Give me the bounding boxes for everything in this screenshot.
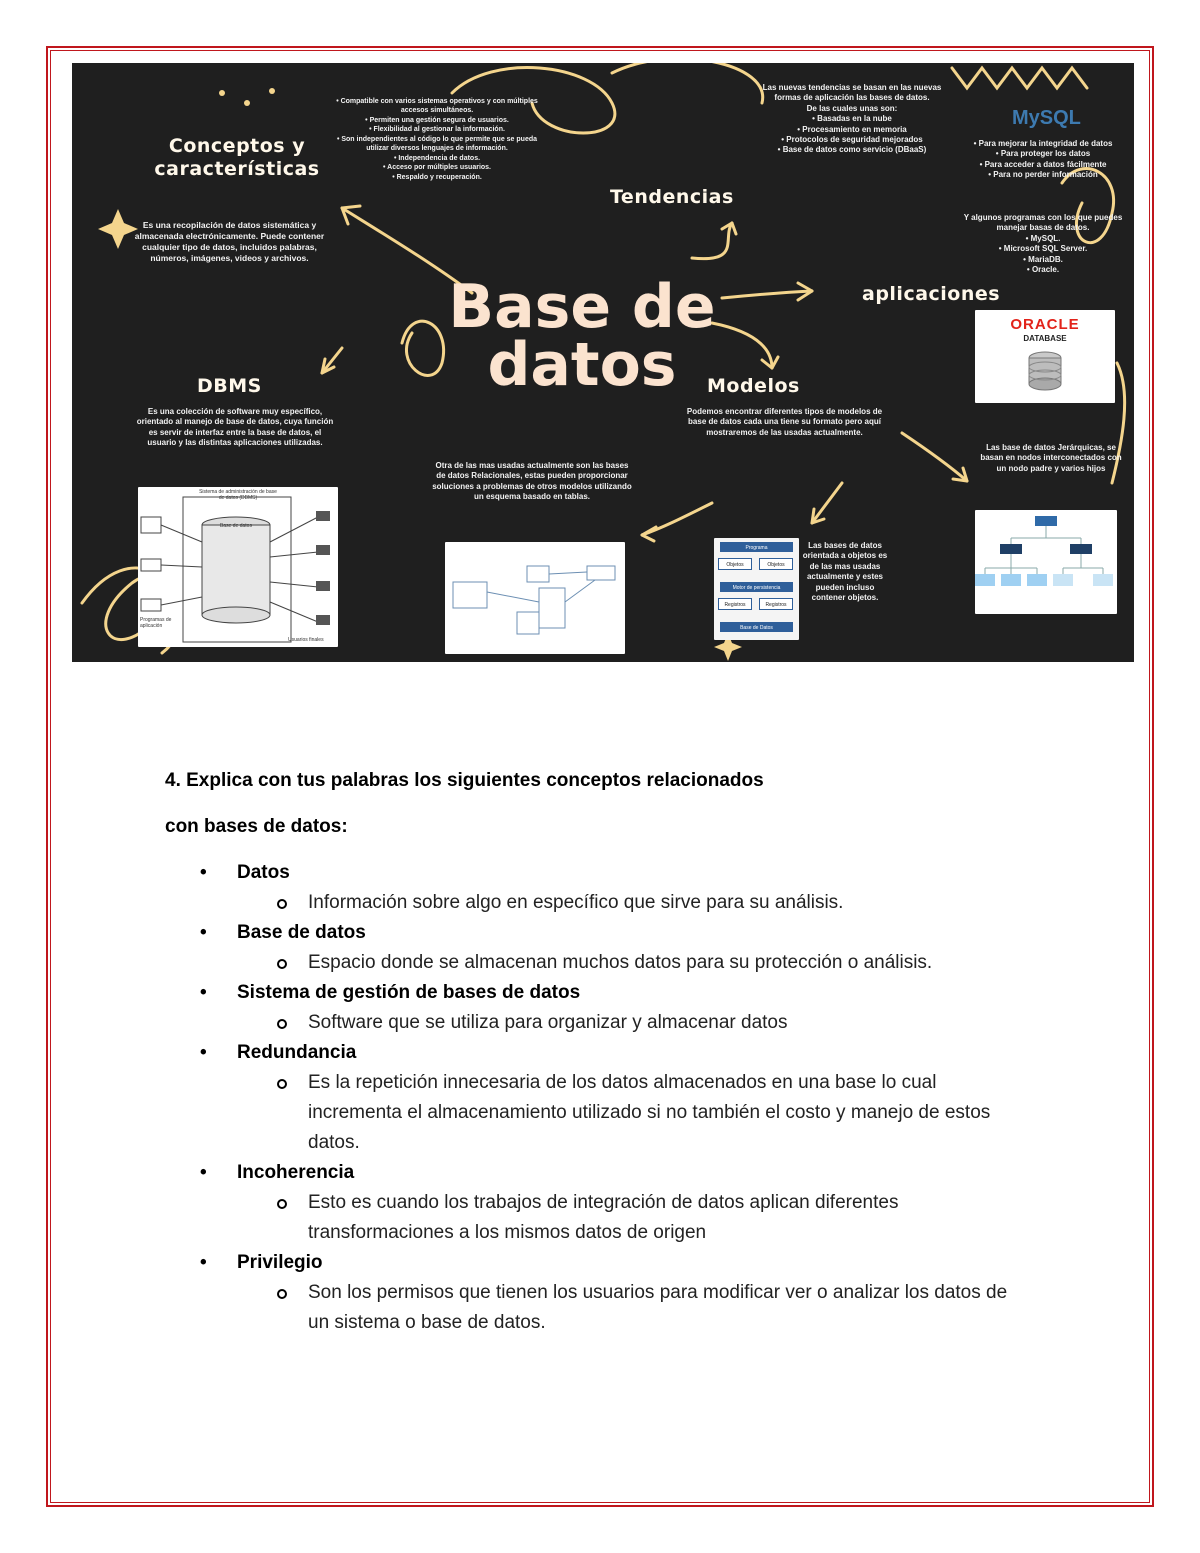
term-label: Datos <box>237 862 290 883</box>
circle-bullet-icon <box>277 959 287 969</box>
term-definition <box>200 948 1028 978</box>
term-definition <box>200 1008 1028 1038</box>
dbms-diagram-left: Programas de aplicación <box>140 617 172 629</box>
mysql-logo-text: MySQL <box>1012 107 1081 129</box>
heading-conceptos-line2: características <box>154 158 320 180</box>
term-definition <box>200 1278 1028 1338</box>
tendencias-sub: De las cuales unas son: <box>806 103 898 113</box>
heading-modelos: Modelos <box>707 375 800 397</box>
heading-conceptos <box>132 135 342 181</box>
bullet-icon: • <box>200 922 207 943</box>
aplicaciones-benefit-item: • Para proteger los datos <box>995 149 1091 159</box>
hierarchical-diagram-drawing <box>975 510 1117 614</box>
bullet-icon: • <box>200 1042 207 1063</box>
term-definition-text: Software que se utiliza para organizar y almacenar datos <box>308 1012 788 1033</box>
conceptos-feature-item: • Son independientes al código lo que permite que se pueda utilizar diversos lenguajes de información. <box>336 135 538 153</box>
object-diagram-box: Registros <box>718 598 752 610</box>
circle-bullet-icon <box>277 1289 287 1299</box>
oracle-database-logo <box>975 310 1115 403</box>
terms-list <box>200 858 1070 1338</box>
heading-tendencias: Tendencias <box>610 186 734 208</box>
object-diagram-box: Motor de persistencia <box>720 582 793 592</box>
tendencias-item: • Procesamiento en memoria <box>797 124 907 134</box>
modelos-hierarchical-text: Las base de datos Jerárquicas, se basan en nodos interconectados con un nodo padre y varios hijos <box>980 443 1122 473</box>
object-diagram-box: Objetos <box>718 558 752 570</box>
bullet-icon: • <box>200 1162 207 1183</box>
tendencias-text <box>752 83 952 156</box>
object-diagram-box: Programa <box>720 542 793 552</box>
question-line2: con bases de datos: <box>165 816 348 837</box>
term-definition-text: Espacio donde se almacenan muchos datos para su protección o análisis. <box>308 952 933 973</box>
term-definition-text: Son los permisos que tienen los usuarios para modificar ver o analizar los datos de un sistema o base de datos. <box>308 1282 1008 1333</box>
circle-bullet-icon <box>277 1199 287 1209</box>
term-item <box>200 918 1070 948</box>
conceptos-text: Es una recopilación de datos sistemática y almacenada electrónicamente. Puede contener cualquier tipo de datos, incluidos palabras, números, imágenes, videos y archivos. <box>134 220 325 264</box>
bullet-icon: • <box>200 982 207 1003</box>
conceptos-feature-item: • Acceso por múltiples usuarios. <box>383 164 491 172</box>
database-icon <box>1027 350 1063 392</box>
conceptos-feature-item: • Flexibilidad al gestionar la información. <box>369 126 505 134</box>
object-diagram <box>714 538 799 640</box>
conceptos-feature-item: • Independencia de datos. <box>393 154 481 162</box>
term-label: Sistema de gestión de bases de datos <box>237 982 581 1003</box>
tendencias-item: • Base de datos como servicio (DBaaS) <box>777 145 927 155</box>
modelos-relational-text: Otra de las mas usadas actualmente son las bases de datos Relacionales, estas pueden proporcionar soluciones a problemas de otros modelos utilizando un esquema basado en tablas. <box>432 461 632 502</box>
heading-dbms: DBMS <box>197 375 262 397</box>
circle-bullet-icon <box>277 1079 287 1089</box>
conceptos-feature-item: • Respaldo y recuperación. <box>392 173 482 181</box>
term-definition-text: Información sobre algo en específico que sirve para su análisis. <box>308 892 844 913</box>
mindmap-image <box>72 63 1134 662</box>
bullet-icon: • <box>200 862 207 883</box>
dbms-diagram-inner: Base de datos <box>220 523 252 529</box>
term-item <box>200 1248 1070 1278</box>
modelos-object-text: Las bases de datos orientada a objetos es de las mas usadas actualmente y estes pueden incluso contener objetos. <box>802 541 888 602</box>
term-definition <box>200 888 1028 918</box>
aplicaciones-program-item: • MySQL. <box>1025 233 1061 243</box>
circle-bullet-icon <box>277 1019 287 1029</box>
aplicaciones-benefits <box>952 139 1134 181</box>
term-definition-text: Esto es cuando los trabajos de integración de datos aplican diferentes transformaciones a los mismos datos de origen <box>308 1192 899 1243</box>
term-label: Privilegio <box>237 1252 323 1273</box>
object-diagram-box: Base de Datos <box>720 622 793 632</box>
term-definition <box>200 1188 1028 1248</box>
relational-diagram <box>445 542 625 654</box>
conceptos-feature-item: • Compatible con varios sistemas operativos y con múltiples accesos simultáneos. <box>336 98 538 115</box>
term-item <box>200 978 1070 1008</box>
circle-bullet-icon <box>277 899 287 909</box>
aplicaciones-benefit-item: • Para no perder información <box>988 170 1098 180</box>
tendencias-item: • Basadas en la nube <box>812 114 892 124</box>
conceptos-feature-item: • Permiten una gestión segura de usuarios. <box>365 116 509 124</box>
term-item <box>200 858 1070 888</box>
hierarchical-diagram <box>975 510 1117 614</box>
object-diagram-box: Registros <box>759 598 793 610</box>
aplicaciones-program-item: • Microsoft SQL Server. <box>998 244 1088 254</box>
dbms-diagram <box>138 487 338 647</box>
aplicaciones-program-item: • Oracle. <box>1026 264 1060 274</box>
dbms-diagram-right: Usuarios finales <box>288 637 324 643</box>
term-label: Incoherencia <box>237 1162 355 1183</box>
term-item <box>200 1158 1070 1188</box>
dbms-text: Es una colección de software muy específico, orientado al manejo de base de datos, cuya función es servir de interfaz entre la base de datos, el usuario y las distintas aplicaciones utilizadas. <box>136 407 334 448</box>
aplicaciones-programs <box>952 213 1134 275</box>
term-label: Redundancia <box>237 1042 357 1063</box>
modelos-text: Podemos encontrar diferentes tipos de modelos de base de datos cada una tiene su formato pero aquí mostraremos de las usadas actualmente. <box>686 407 883 437</box>
aplicaciones-benefit-item: • Para mejorar la integridad de datos <box>973 139 1113 148</box>
term-label: Base de datos <box>237 922 366 943</box>
heading-aplicaciones: aplicaciones <box>862 283 1001 305</box>
aplicaciones-benefit-item: • Para acceder a datos fácilmente <box>979 159 1107 169</box>
question-line1: 4. Explica con tus palabras los siguientes conceptos relacionados <box>165 770 764 791</box>
mindmap-title-line2: datos <box>487 330 677 400</box>
dbms-diagram-caption: Sistema de administración de base de datos (DBMS) <box>199 489 277 501</box>
relational-diagram-drawing <box>445 542 625 654</box>
programs-intro: Y algunos programas con los que puedes manejar basas de datos. <box>963 213 1123 233</box>
oracle-logo-text: ORACLE <box>1010 316 1080 333</box>
mindmap-title-line1: Base de <box>448 272 716 342</box>
bullet-icon: • <box>200 1252 207 1273</box>
aplicaciones-program-item: • MariaDB. <box>1023 254 1063 264</box>
term-definition-text: Es la repetición innecesaria de los datos almacenados en una base lo cual incrementa el almacenamiento utilizado si no también el costo y manejo de estos datos. <box>308 1072 991 1153</box>
term-item <box>200 1038 1070 1068</box>
term-definition <box>200 1068 1028 1158</box>
tendencias-item: • Protocolos de seguridad mejorados <box>781 134 923 144</box>
tendencias-intro: Las nuevas tendencias se basan en las nuevas formas de aplicación las bases de datos. <box>762 83 942 103</box>
mysql-logo <box>1012 107 1081 130</box>
object-diagram-box: Objetos <box>759 558 793 570</box>
heading-conceptos-line1: Conceptos y <box>168 135 306 157</box>
conceptos-features <box>332 97 542 182</box>
oracle-sub-text: DATABASE <box>1023 334 1067 343</box>
mindmap-title <box>422 272 742 400</box>
